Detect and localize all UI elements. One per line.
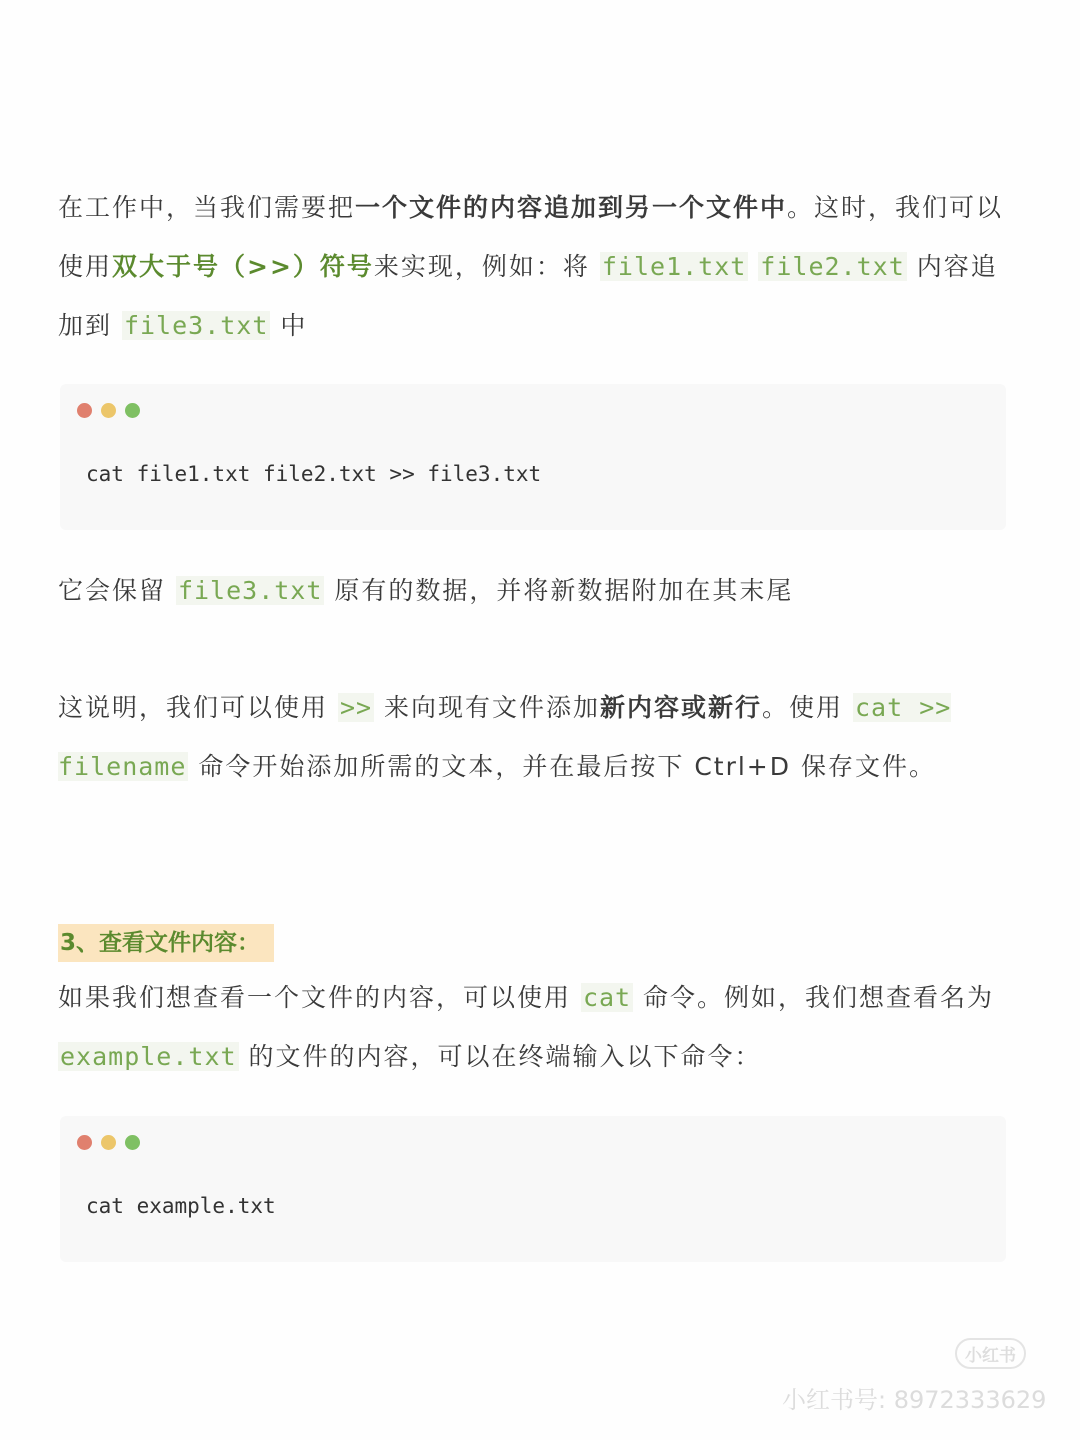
inline-code: file3.txt <box>177 576 323 605</box>
text-span <box>748 252 758 281</box>
text-span: 中 <box>270 311 308 340</box>
watermark-id: 小红书号: 8972333629 <box>782 1386 1047 1414</box>
paragraph-append-explain <box>58 678 1008 796</box>
text-span: 。这时，我们可以使用 <box>58 193 1004 281</box>
red-dot-icon <box>77 1135 92 1150</box>
yellow-dot-icon <box>101 403 116 418</box>
code-block-view <box>60 1116 1006 1262</box>
inline-code: file1.txt <box>601 252 747 281</box>
paragraph-preserve <box>58 561 1008 620</box>
bold-text: 新内容或新行 <box>600 693 763 722</box>
text-span: 内容追加到 <box>58 252 998 340</box>
code-command: cat file1.txt file2.txt >> file3.txt <box>86 462 542 486</box>
highlight-text: 双大于号（>>）符号 <box>112 252 374 281</box>
green-dot-icon <box>125 403 140 418</box>
section-heading: 3、查看文件内容： <box>58 924 274 962</box>
inline-code: >> <box>339 693 373 722</box>
text-span: 。使用 <box>762 693 853 722</box>
text-span: 命令开始添加所需的文本，并在最后按下 Ctrl+D 保存文件。 <box>188 752 936 781</box>
watermark-logo: 小红书 <box>955 1338 1026 1369</box>
inline-code: file3.txt <box>123 311 269 340</box>
inline-code: file2.txt <box>760 252 905 281</box>
text-span: 原有的数据，并将新数据附加在其末尾 <box>324 576 794 605</box>
green-dot-icon <box>125 1135 140 1150</box>
text-span: 的文件的内容，可以在终端输入以下命令： <box>238 1042 762 1071</box>
paragraph-append-intro <box>58 178 1008 355</box>
code-command: cat example.txt <box>86 1194 276 1218</box>
text-span: 来向现有文件添加 <box>374 693 601 722</box>
text-span: 它会保留 <box>58 576 176 605</box>
inline-code: example.txt <box>60 1042 237 1071</box>
text-span: 来实现，例如：将 <box>373 252 600 281</box>
window-dots <box>77 1135 149 1154</box>
window-dots <box>77 403 149 422</box>
bold-text: 一个文件的内容追加到另一个文件中 <box>355 193 788 222</box>
paragraph-view-file <box>58 968 1008 1086</box>
text-span: 如果我们想查看一个文件的内容，可以使用 <box>58 983 581 1012</box>
inline-code: cat >> filename <box>58 693 952 781</box>
inline-code: cat <box>582 983 632 1012</box>
red-dot-icon <box>77 403 92 418</box>
code-block-append <box>60 384 1006 530</box>
text-span: 命令。例如，我们想查看名为 <box>633 983 995 1012</box>
text-span: 这说明，我们可以使用 <box>58 693 338 722</box>
yellow-dot-icon <box>101 1135 116 1150</box>
text-span: 在工作中，当我们需要把 <box>58 193 356 222</box>
